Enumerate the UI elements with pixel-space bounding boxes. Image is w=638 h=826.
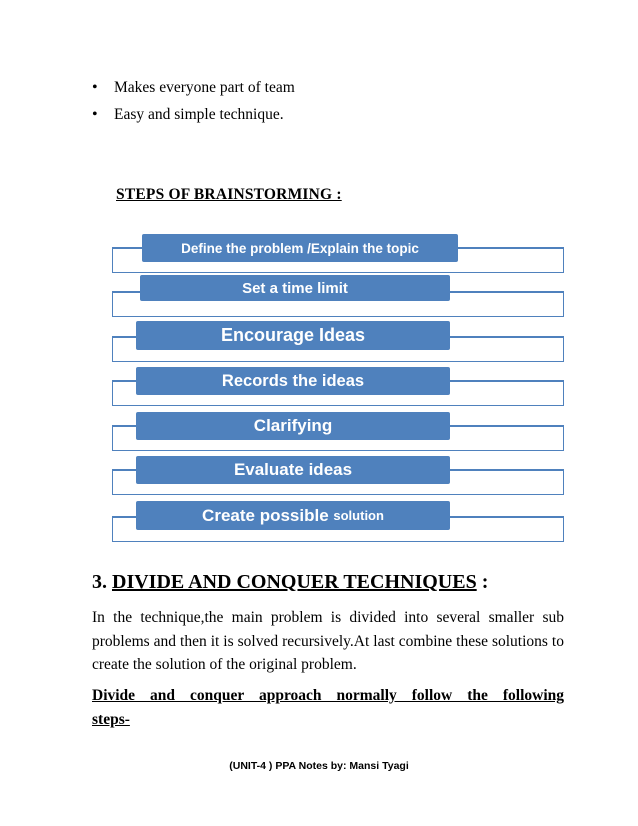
page-footer: (UNIT-4 ) PPA Notes by: Mansi Tyagi bbox=[229, 760, 409, 772]
bullet-item: • Makes everyone part of team bbox=[92, 74, 295, 101]
step-box: Define the problem /Explain the topic bbox=[142, 234, 458, 262]
step-bracket bbox=[112, 380, 564, 406]
step-bracket bbox=[112, 516, 564, 542]
section-heading: 3. DIVIDE AND CONQUER TECHNIQUES : bbox=[92, 571, 489, 593]
step-box: Encourage Ideas bbox=[136, 321, 450, 350]
step-bracket bbox=[112, 469, 564, 495]
section-paragraph: In the technique,the main problem is divided into several smaller sub problems and then it is solved recursively.At last combine these solutions to create the solution of the original problem. bbox=[92, 609, 564, 673]
step-box: Create possible solution bbox=[136, 501, 450, 530]
steps-intro-line-end: steps- bbox=[92, 711, 130, 728]
bullet-item: • Easy and simple technique. bbox=[92, 101, 295, 128]
step-box: Records the ideas bbox=[136, 367, 450, 395]
steps-heading: STEPS OF BRAINSTORMING : bbox=[116, 186, 342, 203]
step-bracket bbox=[112, 247, 564, 273]
step-bracket bbox=[112, 425, 564, 451]
step-bracket bbox=[112, 291, 564, 317]
steps-intro-line: Divide and conquer approach normally follow the following bbox=[92, 687, 564, 704]
step-box: Evaluate ideas bbox=[136, 456, 450, 484]
step-bracket bbox=[112, 336, 564, 362]
bullet-list bbox=[92, 74, 295, 128]
step-box: Set a time limit bbox=[140, 275, 450, 301]
step-box: Clarifying bbox=[136, 412, 450, 440]
